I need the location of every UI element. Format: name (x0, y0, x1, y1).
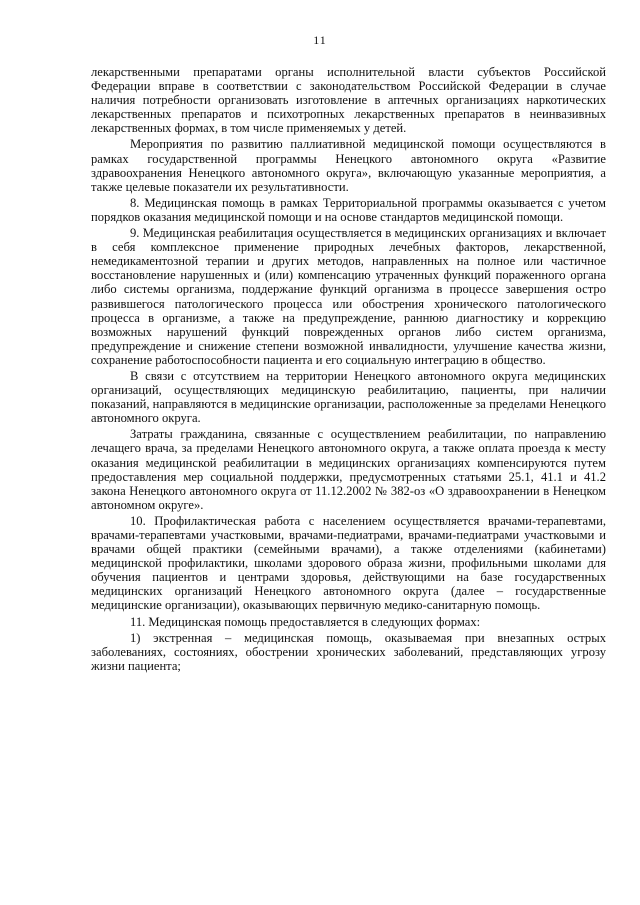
document-body (91, 65, 606, 673)
paragraph-item-10: 10. Профилактическая работа с населением осуществляется врачами-терапевтами, врачами-терапевтами участковыми, врачами-педиатрами, врачами-педиатрами участковыми и врачами общей практики (семейными врачами), а также отделениями (кабинетами) медицинской профилактики, школами здорового образа жизни, профильными школами для обучения пациентов и центрами здоровья, действующими на базе государственных медицинских организаций Ненецкого автономного округа (далее – государственные медицинские организации), оказывающих первичную медико-санитарную помощь. (91, 513, 606, 613)
paragraph-rehabilitation-outside: В связи с отсутствием на территории Ненецкого автономного округа медицинских организаций, осуществляющих медицинскую реабилитацию, пациенты, при наличии показаний, направляются в медицинские организации, расположенные за пределами Ненецкого автономного округа. (91, 368, 606, 426)
paragraph-item-11-1: 1) экстренная – медицинская помощь, оказываемая при внезапных острых заболеваниях, состояниях, обострении хронических заболеваний, представляющих угрозу жизни пациента; (91, 630, 606, 673)
paragraph-item-9: 9. Медицинская реабилитация осуществляется в медицинских организациях и включает в себя комплексное применение природных лечебных факторов, лекарственной, немедикаментозной терапии и других методов, направленных на полное или частичное восстановление нарушенных и (или) компенсацию утраченных функций пораженного органа либо системы организма, поддержание функций организма в процессе завершения остро развившегося патологического процесса или обострения хронического патологического процесса в организме, а также на предупреждение, раннюю диагностику и коррекцию возможных нарушений функций поврежденных органов либо систем организма, предупреждение и снижение степени возможной инвалидности, улучшение качества жизни, сохранение работоспособности пациента и его социальную интеграцию в общество. (91, 226, 606, 367)
paragraph-rehabilitation-costs: Затраты гражданина, связанные с осуществлением реабилитации, по направлению лечащего врача, за пределами Ненецкого автономного округа, а также оплата проезда к месту оказания медицинской реабилитации в медицинских организациях компенсируются путем предоставления мер социальной поддержки, предусмотренных статьями 25.1, 41.1 и 41.2 закона Ненецкого автономного округа от 11.12.2002 № 382-оз «О здравоохранении в Ненецком автономном округе». (91, 427, 606, 512)
page-number: 11 (313, 33, 327, 47)
paragraph-item-8: 8. Медицинская помощь в рамках Территориальной программы оказывается с учетом порядков оказания медицинской помощи и на основе стандартов медицинской помощи. (91, 195, 606, 224)
paragraph-continuation: лекарственными препаратами органы исполнительной власти субъектов Российской Федерации вправе в соответствии с законодательством Российской Федерации в случае наличия потребности организовать изготовление в аптечных организациях наркотических лекарственных препаратов и психотропных лекарственных препаратов в неинвазивных лекарственных формах, в том числе применяемых у детей. (91, 65, 606, 136)
paragraph-palliative-care: Мероприятия по развитию паллиативной медицинской помощи осуществляются в рамках государственной программы Ненецкого автономного округа «Развитие здравоохранения Ненецкого автономного округа», включающую указанные мероприятия, а также целевые показатели их результативности. (91, 137, 606, 194)
paragraph-item-11: 11. Медицинская помощь предоставляется в следующих формах: (130, 614, 481, 629)
